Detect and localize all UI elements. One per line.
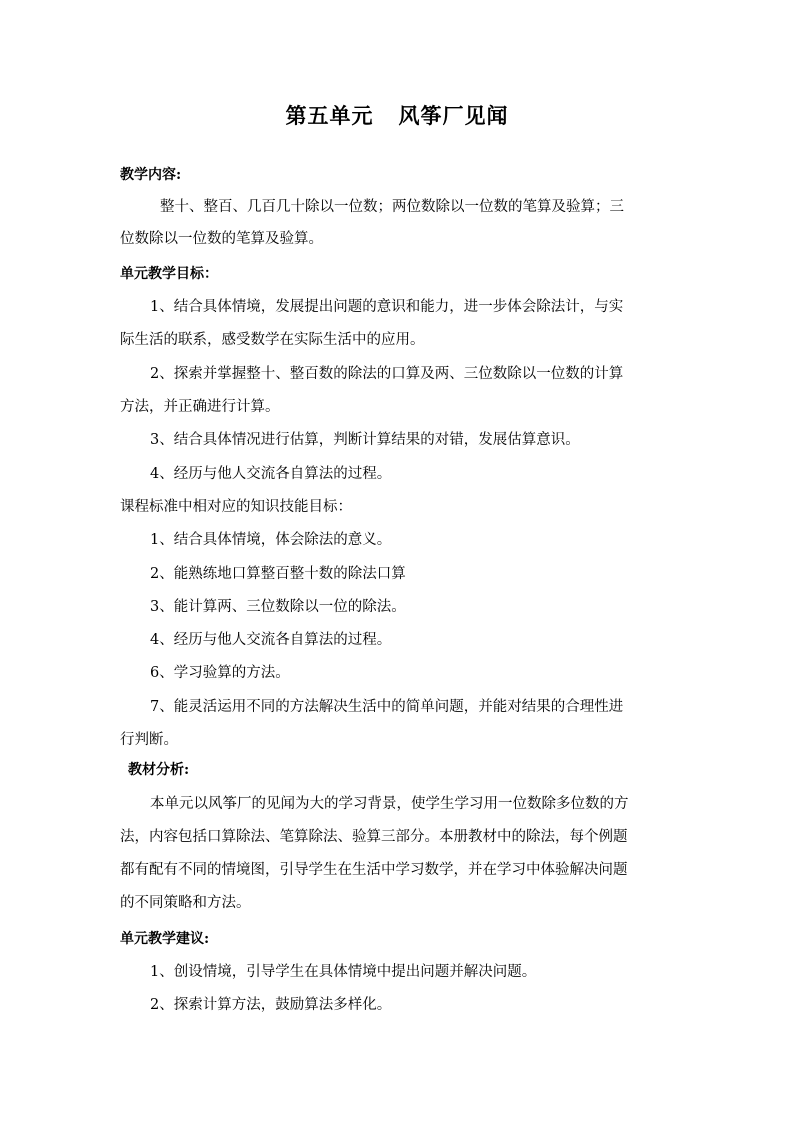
section-heading-standards: 课程标准中相对应的知识技能目标： bbox=[120, 499, 352, 515]
section-heading-content: 教学内容: bbox=[120, 167, 182, 183]
standards-line-5: 6、学习验算的方法。 bbox=[150, 665, 290, 681]
analysis-line-1: 本单元以风筝厂的见闻为大的学习背景，使学生学习用一位数除多位数的方 bbox=[150, 796, 629, 812]
standards-line-3: 3、能计算两、三位数除以一位的除法。 bbox=[150, 599, 406, 615]
content-line-2: 位数除以一位数的笔算及验算。 bbox=[120, 231, 323, 247]
goals-line-3: 2、探索并掌握整十、整百数的除法的口算及两、三位数除以一位数的计算 bbox=[150, 366, 624, 382]
analysis-line-2: 法，内容包括口算除法、笔算除法、验算三部分。本册教材中的除法，每个例题 bbox=[120, 829, 628, 845]
analysis-line-3: 都有配有不同的情境图，引导学生在生活中学习数学，并在学习中体验解决问题 bbox=[120, 862, 628, 878]
goals-line-6: 4、经历与他人交流各自算法的过程。 bbox=[150, 466, 392, 482]
section-heading-goals: 单元教学目标： bbox=[120, 266, 218, 282]
standards-line-1: 1、结合具体情境，体会除法的意义。 bbox=[150, 532, 392, 548]
standards-line-7: 行判断。 bbox=[120, 732, 178, 748]
page-title: 第五单元 风筝厂见闻 bbox=[285, 103, 509, 128]
standards-line-6: 7、能灵活运用不同的方法解决生活中的简单问题，并能对结果的合理性进 bbox=[150, 699, 624, 715]
section-heading-analysis: 教材分析: bbox=[128, 762, 190, 778]
standards-line-2: 2、能熟练地口算整百整十数的除法口算 bbox=[150, 566, 406, 582]
analysis-line-4: 的不同策略和方法。 bbox=[120, 895, 251, 911]
goals-line-2: 际生活的联系，感受数学在实际生活中的应用。 bbox=[120, 332, 425, 348]
goals-line-5: 3、结合具体情况进行估算，判断计算结果的对错，发展估算意识。 bbox=[150, 432, 580, 448]
suggestions-line-1: 1、创设情境，引导学生在具体情境中提出问题并解决问题。 bbox=[150, 964, 537, 980]
section-heading-suggestions: 单元教学建议: bbox=[120, 931, 210, 947]
standards-line-4: 4、经历与他人交流各自算法的过程。 bbox=[150, 632, 392, 648]
content-line-1: 整十、整百、几百几十除以一位数；两位数除以一位数的笔算及验算；三 bbox=[160, 199, 624, 215]
suggestions-line-2: 2、探索计算方法，鼓励算法多样化。 bbox=[150, 997, 392, 1013]
goals-line-4: 方法，并正确进行计算。 bbox=[120, 399, 280, 415]
goals-line-1: 1、结合具体情境，发展提出问题的意识和能力，进一步体会除法计，与实 bbox=[150, 299, 624, 315]
